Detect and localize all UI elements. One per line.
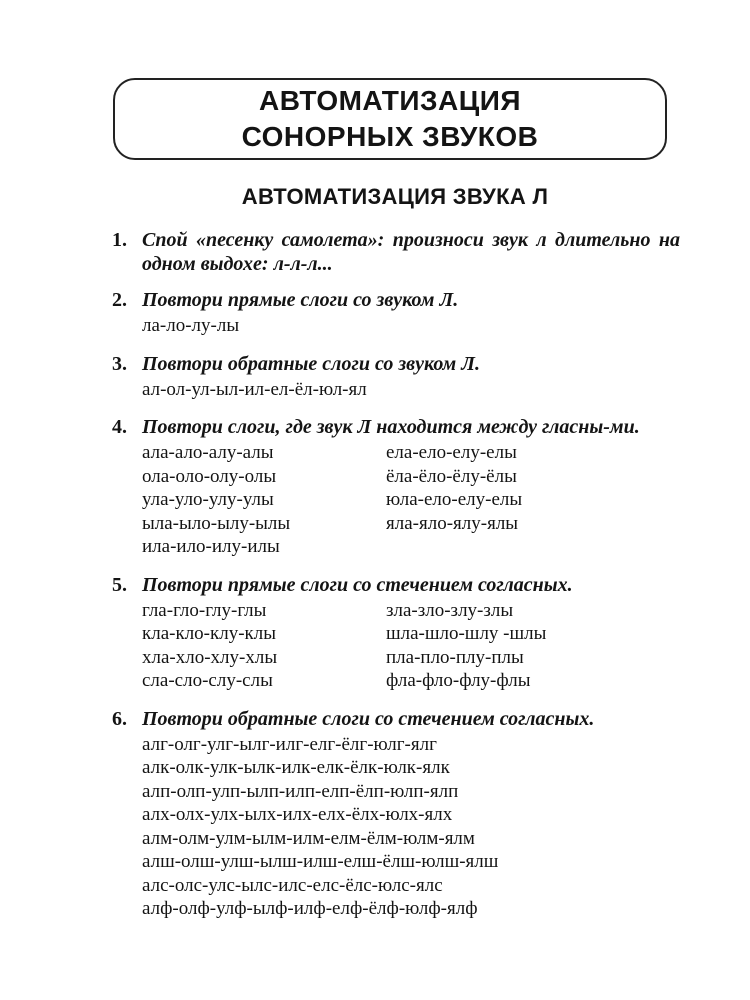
syllable-line: ёла-ёло-ёлу-ёлы — [386, 465, 517, 487]
exercise-instruction: Повтори прямые слоги со звуком Л. — [142, 289, 459, 311]
syllable-line: шла-шло-шлу -шлы — [386, 623, 547, 644]
syllable-line: алп-олп-улп-ылп-илп-елп-ёлп-юлп-ялп — [142, 780, 459, 802]
syllable-line: сла-сло-слу-слы — [142, 670, 273, 691]
syllable-line: хла-хло-хлу-хлы — [142, 646, 278, 668]
exercise-3 — [112, 352, 677, 402]
exercise-number: 6. — [112, 707, 127, 730]
syllable-line: алх-олх-улх-ылх-илх-елх-ёлх-юлх-ялх — [142, 804, 453, 825]
syllable-line: ала-ало-алу-алы — [142, 442, 274, 463]
syllable-column-right — [386, 441, 522, 559]
exercise-number: 4. — [112, 416, 127, 438]
syllable-line: зла-зло-злу-злы — [386, 599, 514, 621]
syllable-line: ла-ло-лу-лы — [142, 315, 240, 336]
syllable-line: ела-ело-елу-елы — [386, 442, 517, 463]
syllable-line: алг-олг-улг-ылг-илг-елг-ёлг-юлг-ялг — [142, 733, 437, 755]
exercise-instruction: Повтори прямые слоги со стечением согласных. — [142, 573, 573, 596]
exercise-number: 1. — [112, 229, 127, 251]
chapter-title-line-2: СОНОРНЫХ ЗВУКОВ — [241, 121, 539, 152]
syllable-line: алс-олс-улс-ылс-илс-елс-ёлс-юлс-ялс — [142, 874, 443, 896]
syllable-line: алф-олф-улф-ылф-илф-елф-ёлф-юлф-ялф — [142, 898, 478, 919]
syllable-line: кла-кло-клу-клы — [142, 623, 277, 644]
exercise-5 — [112, 573, 677, 693]
syllable-line: алм-олм-улм-ылм-илм-елм-ёлм-юлм-ялм — [142, 827, 475, 849]
syllable-line: ила-ило-илу-илы — [142, 536, 280, 557]
chapter-title-line-1: АВТОМАТИЗАЦИЯ — [259, 85, 521, 116]
exercise-list — [112, 228, 680, 921]
exercise-4 — [112, 415, 677, 559]
syllable-line: ал-ол-ул-ыл-ил-ел-ёл-юл-ял — [142, 378, 367, 400]
syllable-columns — [142, 599, 677, 693]
syllable-line: гла-гло-глу-глы — [142, 599, 267, 621]
exercise-2 — [112, 288, 677, 338]
syllable-line: яла-яло-ялу-ялы — [386, 512, 519, 534]
section-title: АВТОМАТИЗАЦИЯ ЗВУКА Л — [241, 184, 549, 209]
exercise-instruction: Повтори слоги, где звук Л находится между гласны-ми. — [142, 416, 640, 438]
syllable-line: юла-ело-елу-елы — [386, 489, 523, 510]
syllable-column-left — [142, 441, 386, 559]
syllable-line: ула-уло-улу-улы — [142, 489, 274, 510]
syllable-line: ола-оло-олу-олы — [142, 465, 277, 487]
exercise-instruction: Повтори обратные слоги со звуком Л. — [142, 352, 480, 375]
exercise-instruction: Повтори обратные слоги со стечением согласных. — [142, 707, 595, 730]
syllable-line: ыла-ыло-ылу-ылы — [142, 512, 291, 534]
exercise-6 — [112, 707, 677, 921]
syllable-line: алк-олк-улк-ылк-илк-елк-ёлк-юлк-ялк — [142, 757, 450, 778]
syllable-block — [142, 733, 677, 921]
exercise-number: 5. — [112, 573, 127, 596]
exercise-instruction: Спой «песенку самолета»: произноси звук л длительно на одном выдохе: л-л-л... — [142, 229, 680, 275]
syllable-line: пла-пло-плу-плы — [386, 646, 524, 668]
syllable-line: алш-олш-улш-ылш-илш-елш-ёлш-юлш-ялш — [142, 851, 499, 872]
syllable-column-right — [386, 599, 546, 693]
exercise-number: 3. — [112, 352, 127, 375]
syllable-line: фла-фло-флу-флы — [386, 670, 531, 691]
exercise-1 — [112, 228, 680, 276]
chapter-title-box — [113, 78, 667, 160]
exercise-number: 2. — [112, 289, 127, 311]
syllable-column-left — [142, 599, 386, 693]
syllable-columns — [142, 441, 677, 559]
